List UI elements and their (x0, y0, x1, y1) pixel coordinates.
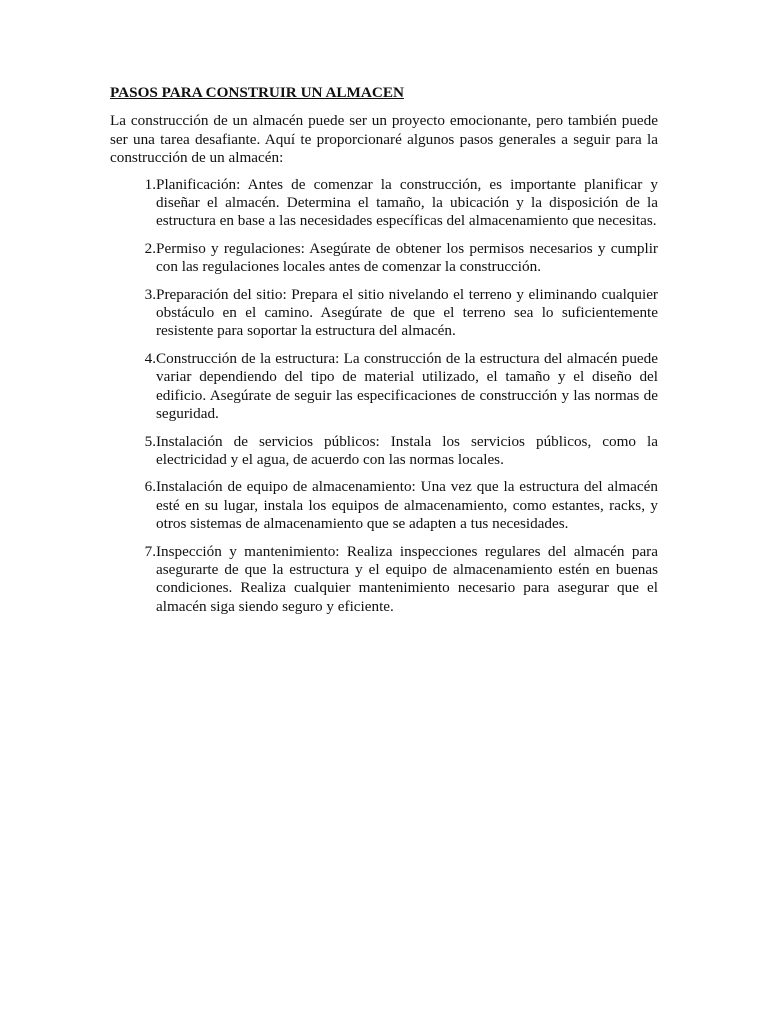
intro-paragraph: La construcción de un almacén puede ser un proyecto emocionante, pero también puede ser una tarea desafiante. Aquí te proporcionaré algunos pasos generales a seguir para la construcción de un almacén: (110, 112, 658, 167)
list-item-number: 6. (144, 478, 156, 496)
list-item-text: Permiso y regulaciones: Asegúrate de obtener los permisos necesarios y cumplir con las regulaciones locales antes de comenzar la construcción. (156, 239, 658, 276)
list-item-number: 7. (144, 542, 156, 560)
list-item-number: 4. (144, 349, 156, 367)
document-body (110, 84, 658, 625)
list-item (110, 286, 658, 341)
steps-list (110, 176, 658, 617)
list-item-text: Planificación: Antes de comenzar la construcción, es importante planificar y diseñar el almacén. Determina el tamaño, la ubicación y la disposición de la estructura en base a las necesidades específicas del almacenamiento que necesitas. (156, 175, 658, 230)
list-item-text: Instalación de servicios públicos: Instala los servicios públicos, como la electricidad y el agua, de acuerdo con las normas locales. (156, 432, 658, 468)
list-item (110, 543, 658, 617)
list-item (110, 350, 658, 424)
list-item-text: Instalación de equipo de almacenamiento: Una vez que la estructura del almacén esté en su lugar, instala los equipos de almacenamiento, como estantes, racks, y otros sistemas de almacenamiento que se adapten a tus necesidades. (156, 478, 658, 533)
list-item-number: 1. (144, 175, 156, 193)
list-item (110, 176, 658, 231)
list-item (110, 433, 658, 470)
list-item (110, 478, 658, 533)
list-item-text: Construcción de la estructura: La construcción de la estructura del almacén puede variar dependiendo del tipo de material utilizado, el tamaño y el diseño del edificio. Asegúrate de seguir las especificaciones de construcción y las normas de seguridad. (156, 349, 658, 423)
list-item-number: 3. (144, 285, 156, 303)
list-item-text: Inspección y mantenimiento: Realiza inspecciones regulares del almacén para asegurarte de que la estructura y el equipo de almacenamiento estén en buenas condiciones. Realiza cualquier mantenimiento necesario para asegurar que el almacén siga siendo seguro y eficiente. (156, 542, 658, 615)
list-item-number: 5. (144, 432, 156, 450)
list-item-number: 2. (144, 239, 156, 257)
list-item (110, 240, 658, 277)
list-item-text: Preparación del sitio: Prepara el sitio nivelando el terreno y eliminando cualquier obstáculo en el camino. Asegúrate de que el terreno sea lo suficientemente resistente para soportar la estructura del almacén. (156, 285, 658, 340)
document-title: PASOS PARA CONSTRUIR UN ALMACEN (110, 84, 404, 101)
